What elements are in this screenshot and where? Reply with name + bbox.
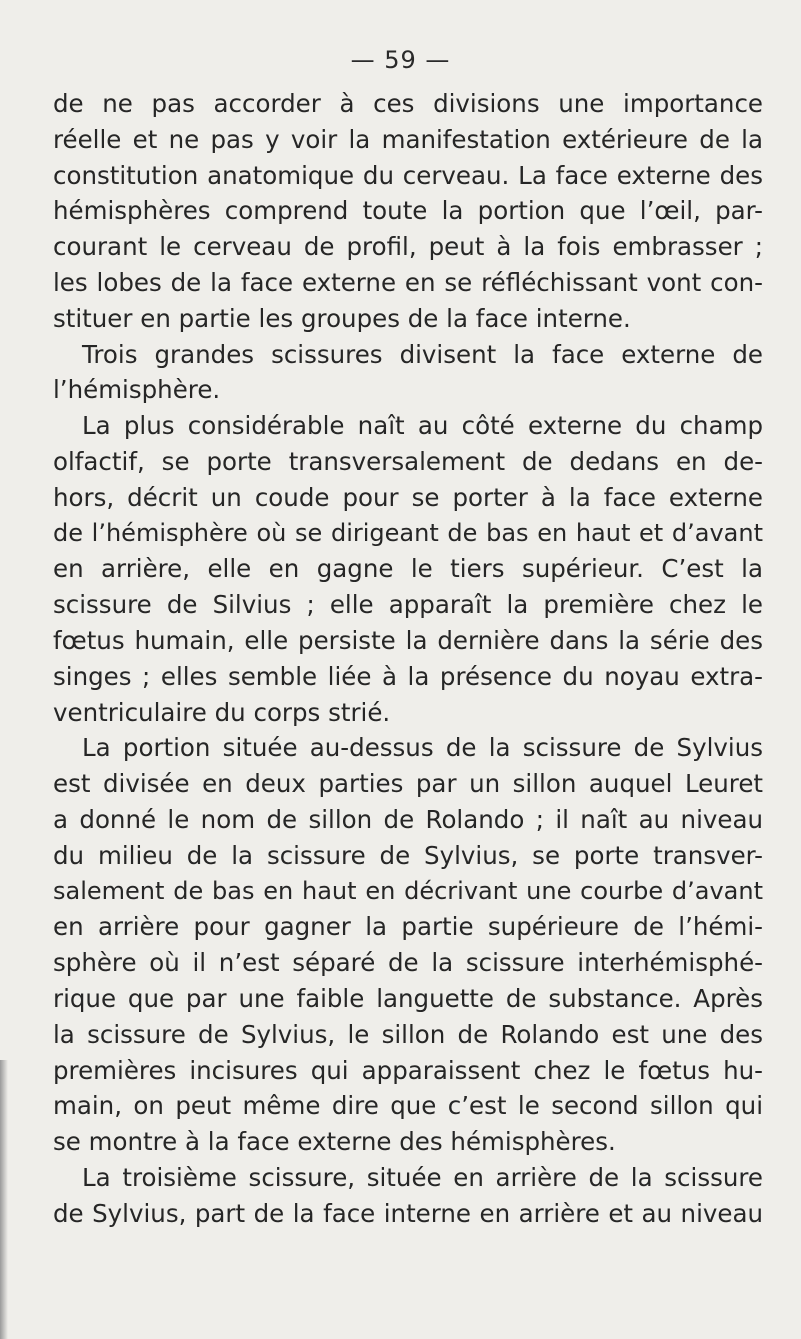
text-line: du milieu de la scissure de Sylvius, se porte transver- — [53, 840, 763, 870]
text-line: scissure de Silvius ; elle apparaît la première chez le — [53, 590, 763, 620]
text-line: réelle et ne pas y voir la manifestation extérieure de la — [53, 124, 763, 154]
text-line: de l’hémisphère où se dirigeant de bas en haut et d’avant — [53, 518, 763, 547]
body-text — [53, 86, 763, 1232]
text-line: hémisphères comprend toute la portion que l’œil, par- — [53, 196, 763, 226]
text-line: hors, décrit un coude pour se porter à la face externe — [53, 482, 763, 512]
text-line: salement de bas en haut en décrivant une courbe d’avant — [53, 876, 763, 905]
text-line: sphère où il n’est séparé de la scissure interhémisphé- — [53, 948, 763, 978]
text-line: la scissure de Sylvius, le sillon de Rolando est une des — [53, 1019, 763, 1049]
text-line: les lobes de la face externe en se réfléchissant vont con- — [53, 267, 763, 297]
text-line: l’hémisphère. — [53, 375, 221, 405]
text-line: fœtus humain, elle persiste la dernière dans la série des — [53, 625, 763, 655]
text-line: singes ; elles semble liée à la présence du noyau extra- — [53, 661, 763, 691]
text-line: en arrière pour gagner la partie supérieure de l’hémi- — [53, 912, 763, 942]
text-line: La portion située au-dessus de la scissure de Sylvius — [82, 733, 763, 763]
text-line: La troisième scissure, située en arrière de la scissure — [82, 1162, 763, 1192]
text-line: ventriculaire du corps strié. — [53, 697, 391, 727]
text-line: stituer en partie les groupes de la face interne. — [53, 303, 631, 333]
page-number: — 59 — — [350, 46, 451, 74]
text-line: en arrière, elle en gagne le tiers supérieur. C’est la — [53, 554, 763, 584]
text-line: constitution anatomique du cerveau. La face externe des — [53, 160, 763, 190]
text-line: a donné le nom de sillon de Rolando ; il naît au niveau — [53, 804, 763, 834]
text-line: rique que par une faible languette de substance. Après — [53, 983, 763, 1013]
text-line: premières incisures qui apparaissent chez le fœtus hu- — [53, 1055, 763, 1085]
text-line: courant le cerveau de profil, peut à la fois embrasser ; — [53, 232, 763, 262]
text-line: se montre à la face externe des hémisphères. — [53, 1127, 616, 1157]
text-line: main, on peut même dire que c’est le second sillon qui — [53, 1091, 763, 1121]
text-line: est divisée en deux parties par un sillon auquel Leuret — [53, 769, 763, 799]
text-line: de Sylvius, part de la face interne en arrière et au niveau — [53, 1198, 763, 1228]
text-line: La plus considérable naît au côté externe du champ — [82, 411, 763, 441]
text-line: olfactif, se porte transversalement de dedans en de- — [53, 446, 763, 476]
text-line: de ne pas accorder à ces divisions une importance — [53, 89, 763, 118]
page-edge-shadow — [0, 1060, 8, 1339]
text-line: Trois grandes scissures divisent la face externe de — [82, 339, 763, 369]
